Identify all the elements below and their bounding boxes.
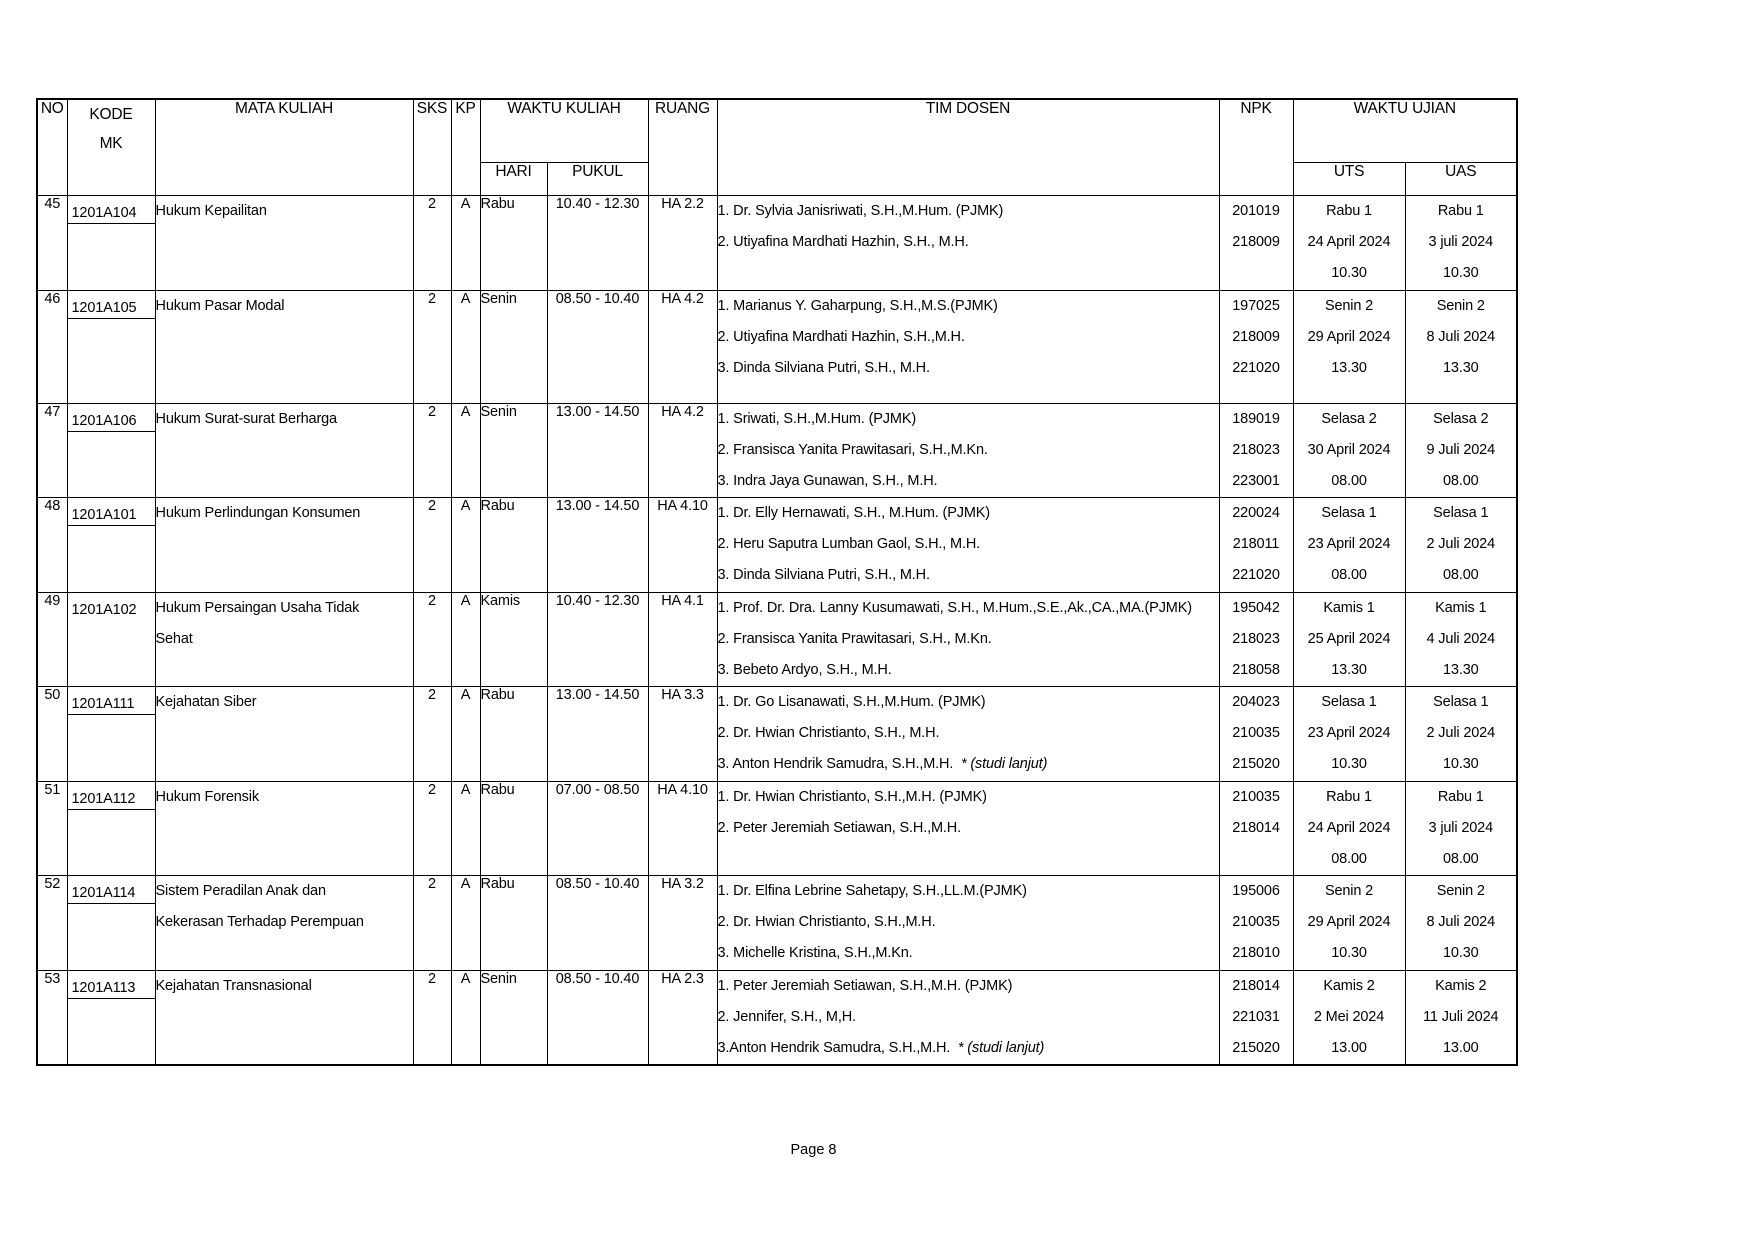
table-row bbox=[37, 592, 1517, 687]
cell-kp: A bbox=[451, 196, 480, 291]
cell-uas bbox=[1405, 876, 1517, 971]
cell-kode-mk bbox=[67, 970, 155, 1065]
cell-kode-mk bbox=[67, 403, 155, 498]
table-row bbox=[37, 970, 1517, 1065]
cell-ruang: HA 3.3 bbox=[648, 687, 717, 782]
table-row bbox=[37, 781, 1517, 876]
npk-value: 218023 bbox=[1232, 441, 1280, 458]
uts-line: 10.30 bbox=[1331, 265, 1367, 282]
cell-npk bbox=[1219, 876, 1293, 971]
kode-mk-value: 1201A104 bbox=[68, 196, 155, 224]
cell-ruang: HA 4.10 bbox=[648, 781, 717, 876]
cell-mata-kuliah bbox=[155, 498, 413, 593]
header-uas: UAS bbox=[1405, 163, 1517, 196]
cell-ruang: HA 2.2 bbox=[648, 196, 717, 291]
npk-value: 201019 bbox=[1232, 203, 1280, 219]
header-ruang: RUANG bbox=[648, 99, 717, 196]
uas-line: 13.00 bbox=[1442, 1039, 1479, 1056]
uas-line: 08.00 bbox=[1442, 472, 1479, 489]
uts-line: 30 April 2024 bbox=[1307, 441, 1391, 458]
npk-value: 215020 bbox=[1232, 756, 1280, 773]
uas-line: Kamis 2 bbox=[1435, 977, 1487, 994]
cell-hari: Rabu bbox=[480, 876, 547, 971]
dosen-line: 2. Fransisca Yanita Prawitasari, S.H., M.Kn. bbox=[717, 630, 992, 647]
npk-value: 197025 bbox=[1232, 297, 1280, 314]
table-row bbox=[37, 498, 1517, 593]
cell-no: 47 bbox=[37, 403, 67, 498]
dosen-line: 3. Bebeto Ardyo, S.H., M.H. bbox=[717, 661, 892, 678]
dosen-line: 3. Dinda Silviana Putri, S.H., M.H. bbox=[717, 359, 930, 376]
cell-uts bbox=[1293, 876, 1405, 971]
npk-value: 218009 bbox=[1232, 328, 1280, 345]
npk-value: 218009 bbox=[1232, 234, 1280, 251]
cell-mata-kuliah bbox=[155, 290, 413, 403]
dosen-line: 3.Anton Hendrik Samudra, S.H.,M.H. * (studi lanjut) bbox=[717, 1039, 1045, 1056]
dosen-line: 3. Anton Hendrik Samudra, S.H.,M.H. * (studi lanjut) bbox=[717, 756, 1048, 773]
header-pukul: PUKUL bbox=[547, 163, 648, 196]
uts-line: 10.30 bbox=[1331, 945, 1367, 962]
table-body bbox=[37, 196, 1517, 1066]
cell-mata-kuliah bbox=[155, 196, 413, 291]
dosen-line: 2. Utiyafina Mardhati Hazhin, S.H.,M.H. bbox=[717, 328, 965, 345]
uts-line: 25 April 2024 bbox=[1307, 630, 1391, 647]
npk-value: 195006 bbox=[1232, 883, 1280, 900]
cell-sks: 2 bbox=[413, 592, 451, 687]
cell-tim-dosen bbox=[717, 781, 1219, 876]
cell-kp: A bbox=[451, 290, 480, 403]
cell-hari: Kamis bbox=[480, 592, 547, 687]
dosen-line: 3. Indra Jaya Gunawan, S.H., M.H. bbox=[717, 472, 938, 489]
header-uts: UTS bbox=[1293, 163, 1405, 196]
dosen-line: 2. Fransisca Yanita Prawitasari, S.H.,M.Kn. bbox=[717, 441, 988, 458]
cell-mata-kuliah bbox=[155, 403, 413, 498]
cell-kode-mk bbox=[67, 687, 155, 782]
dosen-line: 2. Dr. Hwian Christianto, S.H., M.H. bbox=[717, 725, 940, 742]
uas-line: Selasa 1 bbox=[1433, 694, 1489, 711]
uas-line: Senin 2 bbox=[1436, 883, 1485, 900]
header-kode-mk bbox=[67, 99, 155, 196]
cell-npk bbox=[1219, 592, 1293, 687]
cell-hari: Rabu bbox=[480, 781, 547, 876]
cell-tim-dosen bbox=[717, 970, 1219, 1065]
cell-sks: 2 bbox=[413, 290, 451, 403]
uas-line: 3 juli 2024 bbox=[1428, 234, 1493, 251]
header-hari: HARI bbox=[480, 163, 547, 196]
cell-uas bbox=[1405, 290, 1517, 403]
uas-line: 4 Juli 2024 bbox=[1426, 630, 1496, 647]
cell-no: 45 bbox=[37, 196, 67, 291]
cell-mata-kuliah bbox=[155, 687, 413, 782]
uas-line: Kamis 1 bbox=[1435, 599, 1487, 616]
header-kode-line2: MK bbox=[99, 135, 123, 153]
dosen-line: 2. Jennifer, S.H., M,H. bbox=[717, 1008, 856, 1025]
cell-no: 51 bbox=[37, 781, 67, 876]
uts-line: Selasa 1 bbox=[1321, 505, 1377, 522]
header-sks: SKS bbox=[413, 99, 451, 196]
cell-hari: Senin bbox=[480, 403, 547, 498]
cell-sks: 2 bbox=[413, 196, 451, 291]
uts-line: Rabu 1 bbox=[1326, 203, 1372, 219]
dosen-line: 1. Sriwati, S.H.,M.Hum. (PJMK) bbox=[717, 410, 917, 427]
cell-sks: 2 bbox=[413, 781, 451, 876]
cell-uts bbox=[1293, 687, 1405, 782]
uts-line: Rabu 1 bbox=[1326, 788, 1372, 805]
npk-value: 221020 bbox=[1232, 359, 1280, 376]
table-row bbox=[37, 876, 1517, 971]
npk-value: 210035 bbox=[1232, 725, 1280, 742]
cell-kode-mk bbox=[67, 498, 155, 593]
header-tim-dosen: TIM DOSEN bbox=[717, 99, 1219, 196]
header-waktu-ujian: WAKTU UJIAN bbox=[1293, 99, 1517, 163]
uas-line: 8 Juli 2024 bbox=[1426, 914, 1496, 931]
mata-kuliah-line: Hukum Pasar Modal bbox=[155, 297, 285, 314]
cell-npk bbox=[1219, 498, 1293, 593]
table-row bbox=[37, 687, 1517, 782]
npk-value: 220024 bbox=[1232, 505, 1280, 522]
npk-value: 218011 bbox=[1232, 536, 1280, 553]
cell-uts bbox=[1293, 592, 1405, 687]
npk-value: 210035 bbox=[1232, 914, 1280, 931]
uts-line: Selasa 1 bbox=[1321, 694, 1377, 711]
cell-uas bbox=[1405, 781, 1517, 876]
dosen-note: * (studi lanjut) bbox=[953, 756, 1048, 773]
cell-hari: Senin bbox=[480, 970, 547, 1065]
kode-mk-value: 1201A102 bbox=[71, 601, 137, 618]
cell-npk bbox=[1219, 196, 1293, 291]
uts-line: 13.00 bbox=[1331, 1039, 1367, 1056]
table-header bbox=[37, 99, 1517, 196]
cell-kode-mk bbox=[67, 592, 155, 687]
header-kp: KP bbox=[451, 99, 480, 196]
table-row bbox=[37, 290, 1517, 403]
cell-npk bbox=[1219, 290, 1293, 403]
kode-mk-value: 1201A106 bbox=[68, 404, 155, 432]
cell-sks: 2 bbox=[413, 403, 451, 498]
uas-line: 11 Juli 2024 bbox=[1423, 1008, 1499, 1025]
kode-mk-value: 1201A113 bbox=[68, 971, 155, 999]
uas-line: 8 Juli 2024 bbox=[1426, 328, 1496, 345]
cell-uas bbox=[1405, 498, 1517, 593]
mata-kuliah-line: Kekerasan Terhadap Perempuan bbox=[155, 914, 364, 931]
cell-hari: Senin bbox=[480, 290, 547, 403]
uas-line: 08.00 bbox=[1442, 567, 1479, 584]
cell-kode-mk bbox=[67, 196, 155, 291]
cell-kp: A bbox=[451, 781, 480, 876]
npk-value: 189019 bbox=[1232, 410, 1280, 427]
uas-line: Selasa 2 bbox=[1433, 410, 1489, 427]
cell-pukul: 08.50 - 10.40 bbox=[547, 970, 648, 1065]
uts-line: Senin 2 bbox=[1324, 297, 1374, 314]
mata-kuliah-line: Hukum Perlindungan Konsumen bbox=[155, 505, 361, 522]
cell-pukul: 13.00 - 14.50 bbox=[547, 403, 648, 498]
cell-hari: Rabu bbox=[480, 498, 547, 593]
header-waktu-kuliah: WAKTU KULIAH bbox=[480, 99, 648, 163]
cell-uas bbox=[1405, 687, 1517, 782]
uts-line: Selasa 2 bbox=[1321, 410, 1377, 427]
cell-ruang: HA 2.3 bbox=[648, 970, 717, 1065]
cell-tim-dosen bbox=[717, 196, 1219, 291]
npk-value: 210035 bbox=[1232, 788, 1280, 805]
uts-line: 23 April 2024 bbox=[1307, 725, 1391, 742]
kode-mk-value: 1201A111 bbox=[68, 687, 155, 715]
cell-hari: Rabu bbox=[480, 196, 547, 291]
cell-npk bbox=[1219, 687, 1293, 782]
cell-pukul: 10.40 - 12.30 bbox=[547, 592, 648, 687]
npk-value: 218010 bbox=[1232, 945, 1280, 962]
cell-kp: A bbox=[451, 687, 480, 782]
dosen-line: 2. Dr. Hwian Christianto, S.H.,M.H. bbox=[717, 914, 936, 931]
cell-ruang: HA 4.2 bbox=[648, 290, 717, 403]
dosen-line: 1. Dr. Hwian Christianto, S.H.,M.H. (PJMK) bbox=[717, 788, 987, 805]
cell-npk bbox=[1219, 781, 1293, 876]
cell-uas bbox=[1405, 196, 1517, 291]
kode-mk-value: 1201A105 bbox=[68, 291, 155, 319]
cell-pukul: 13.00 - 14.50 bbox=[547, 687, 648, 782]
mata-kuliah-line: Kejahatan Siber bbox=[155, 694, 257, 711]
uas-line: Rabu 1 bbox=[1437, 203, 1484, 219]
cell-uts bbox=[1293, 403, 1405, 498]
table-row bbox=[37, 403, 1517, 498]
cell-sks: 2 bbox=[413, 970, 451, 1065]
cell-ruang: HA 3.2 bbox=[648, 876, 717, 971]
cell-uas bbox=[1405, 592, 1517, 687]
cell-no: 49 bbox=[37, 592, 67, 687]
uts-line: 23 April 2024 bbox=[1307, 536, 1391, 553]
cell-mata-kuliah bbox=[155, 781, 413, 876]
uts-line: 10.30 bbox=[1331, 756, 1367, 773]
dosen-line: 3. Michelle Kristina, S.H.,M.Kn. bbox=[717, 945, 913, 962]
cell-mata-kuliah bbox=[155, 592, 413, 687]
uas-line: Selasa 1 bbox=[1433, 505, 1489, 522]
npk-value: 215020 bbox=[1232, 1039, 1280, 1056]
cell-uts bbox=[1293, 970, 1405, 1065]
cell-ruang: HA 4.10 bbox=[648, 498, 717, 593]
cell-kode-mk bbox=[67, 876, 155, 971]
uts-line: 2 Mei 2024 bbox=[1313, 1008, 1385, 1025]
uts-line: 08.00 bbox=[1331, 472, 1367, 489]
uas-line: 9 Juli 2024 bbox=[1426, 441, 1496, 458]
uas-line: 10.30 bbox=[1442, 945, 1479, 962]
cell-kp: A bbox=[451, 403, 480, 498]
cell-tim-dosen bbox=[717, 290, 1219, 403]
mata-kuliah-line: Sistem Peradilan Anak dan bbox=[155, 883, 326, 900]
cell-tim-dosen bbox=[717, 403, 1219, 498]
dosen-line: 1. Peter Jeremiah Setiawan, S.H.,M.H. (PJMK) bbox=[717, 977, 1013, 994]
cell-tim-dosen bbox=[717, 592, 1219, 687]
header-npk: NPK bbox=[1219, 99, 1293, 196]
table-row bbox=[37, 196, 1517, 291]
npk-value: 218058 bbox=[1232, 661, 1280, 678]
cell-sks: 2 bbox=[413, 687, 451, 782]
dosen-line: 1. Dr. Elly Hernawati, S.H., M.Hum. (PJMK) bbox=[717, 505, 990, 522]
mata-kuliah-line: Hukum Surat-surat Berharga bbox=[155, 410, 337, 427]
mata-kuliah-line: Hukum Forensik bbox=[155, 788, 259, 805]
uas-line: 13.30 bbox=[1442, 661, 1479, 678]
dosen-line: 1. Dr. Go Lisanawati, S.H.,M.Hum. (PJMK) bbox=[717, 694, 986, 711]
kode-mk-value: 1201A112 bbox=[68, 782, 155, 810]
npk-value: 221020 bbox=[1232, 567, 1280, 584]
uas-line: 2 Juli 2024 bbox=[1426, 725, 1496, 742]
cell-kp: A bbox=[451, 876, 480, 971]
cell-tim-dosen bbox=[717, 687, 1219, 782]
cell-no: 48 bbox=[37, 498, 67, 593]
cell-ruang: HA 4.1 bbox=[648, 592, 717, 687]
uas-line: 08.00 bbox=[1442, 850, 1479, 867]
uts-line: Senin 2 bbox=[1324, 883, 1374, 900]
uts-line: 08.00 bbox=[1331, 850, 1367, 867]
course-schedule-table bbox=[36, 98, 1518, 1066]
dosen-line: 2. Utiyafina Mardhati Hazhin, S.H., M.H. bbox=[717, 234, 969, 251]
uas-line: 10.30 bbox=[1442, 265, 1479, 282]
uts-line: 29 April 2024 bbox=[1307, 328, 1391, 345]
cell-tim-dosen bbox=[717, 876, 1219, 971]
cell-uts bbox=[1293, 498, 1405, 593]
header-no: NO bbox=[37, 99, 67, 196]
uts-line: 24 April 2024 bbox=[1307, 819, 1391, 836]
mata-kuliah-line: Kejahatan Transnasional bbox=[155, 977, 312, 994]
cell-uas bbox=[1405, 403, 1517, 498]
dosen-line: 1. Dr. Sylvia Janisriwati, S.H.,M.Hum. (PJMK) bbox=[717, 203, 1004, 219]
uts-line: 08.00 bbox=[1331, 567, 1367, 584]
uts-line: Kamis 2 bbox=[1323, 977, 1375, 994]
cell-sks: 2 bbox=[413, 498, 451, 593]
cell-no: 46 bbox=[37, 290, 67, 403]
npk-value: 218023 bbox=[1232, 630, 1280, 647]
uts-line: 29 April 2024 bbox=[1307, 914, 1391, 931]
dosen-line: 3. Dinda Silviana Putri, S.H., M.H. bbox=[717, 567, 930, 584]
cell-pukul: 08.50 - 10.40 bbox=[547, 876, 648, 971]
uts-line: 24 April 2024 bbox=[1307, 234, 1391, 251]
cell-pukul: 13.00 - 14.50 bbox=[547, 498, 648, 593]
cell-kode-mk bbox=[67, 781, 155, 876]
cell-uas bbox=[1405, 970, 1517, 1065]
schedule-page bbox=[36, 98, 1516, 1158]
kode-mk-value: 1201A114 bbox=[68, 876, 155, 904]
uts-line: 13.30 bbox=[1331, 359, 1367, 376]
cell-kode-mk bbox=[67, 290, 155, 403]
cell-pukul: 10.40 - 12.30 bbox=[547, 196, 648, 291]
cell-mata-kuliah bbox=[155, 876, 413, 971]
cell-uts bbox=[1293, 290, 1405, 403]
dosen-line: 1. Marianus Y. Gaharpung, S.H.,M.S.(PJMK) bbox=[717, 297, 998, 314]
mata-kuliah-line: Hukum Persaingan Usaha Tidak bbox=[155, 599, 360, 616]
header-mata-kuliah: MATA KULIAH bbox=[155, 99, 413, 196]
cell-uts bbox=[1293, 781, 1405, 876]
page-footer: Page 8 bbox=[790, 1142, 837, 1158]
npk-value: 223001 bbox=[1232, 472, 1280, 489]
uas-line: 10.30 bbox=[1442, 756, 1479, 773]
uts-line: 13.30 bbox=[1331, 661, 1367, 678]
dosen-line: 2. Heru Saputra Lumban Gaol, S.H., M.H. bbox=[717, 536, 981, 553]
cell-no: 50 bbox=[37, 687, 67, 782]
uas-line: 2 Juli 2024 bbox=[1426, 536, 1496, 553]
npk-value: 218014 bbox=[1232, 977, 1280, 994]
cell-no: 52 bbox=[37, 876, 67, 971]
npk-value: 218014 bbox=[1232, 819, 1280, 836]
uts-line: Kamis 1 bbox=[1323, 599, 1375, 616]
cell-hari: Rabu bbox=[480, 687, 547, 782]
mata-kuliah-line: Sehat bbox=[155, 630, 193, 647]
dosen-line: 1. Dr. Elfina Lebrine Sahetapy, S.H.,LL.M.(PJMK) bbox=[717, 883, 1027, 900]
npk-value: 204023 bbox=[1232, 694, 1280, 711]
cell-no: 53 bbox=[37, 970, 67, 1065]
cell-pukul: 08.50 - 10.40 bbox=[547, 290, 648, 403]
cell-kp: A bbox=[451, 970, 480, 1065]
cell-tim-dosen bbox=[717, 498, 1219, 593]
dosen-note: * (studi lanjut) bbox=[950, 1039, 1045, 1056]
uas-line: 13.30 bbox=[1442, 359, 1479, 376]
npk-value: 221031 bbox=[1232, 1008, 1280, 1025]
cell-kp: A bbox=[451, 498, 480, 593]
dosen-line: 2. Peter Jeremiah Setiawan, S.H.,M.H. bbox=[717, 819, 961, 836]
cell-kp: A bbox=[451, 592, 480, 687]
cell-sks: 2 bbox=[413, 876, 451, 971]
cell-mata-kuliah bbox=[155, 970, 413, 1065]
uas-line: Rabu 1 bbox=[1437, 788, 1484, 805]
cell-ruang: HA 4.2 bbox=[648, 403, 717, 498]
uas-line: 3 juli 2024 bbox=[1428, 819, 1493, 836]
cell-npk bbox=[1219, 970, 1293, 1065]
npk-value: 195042 bbox=[1232, 599, 1280, 616]
dosen-line: 1. Prof. Dr. Dra. Lanny Kusumawati, S.H., M.Hum.,S.E.,Ak.,CA.,MA.(PJMK) bbox=[717, 599, 1192, 616]
cell-npk bbox=[1219, 403, 1293, 498]
cell-uts bbox=[1293, 196, 1405, 291]
uas-line: Senin 2 bbox=[1436, 297, 1485, 314]
header-kode-line1: KODE bbox=[89, 106, 133, 123]
cell-pukul: 07.00 - 08.50 bbox=[547, 781, 648, 876]
mata-kuliah-line: Hukum Kepailitan bbox=[155, 203, 267, 219]
kode-mk-value: 1201A101 bbox=[68, 498, 155, 526]
